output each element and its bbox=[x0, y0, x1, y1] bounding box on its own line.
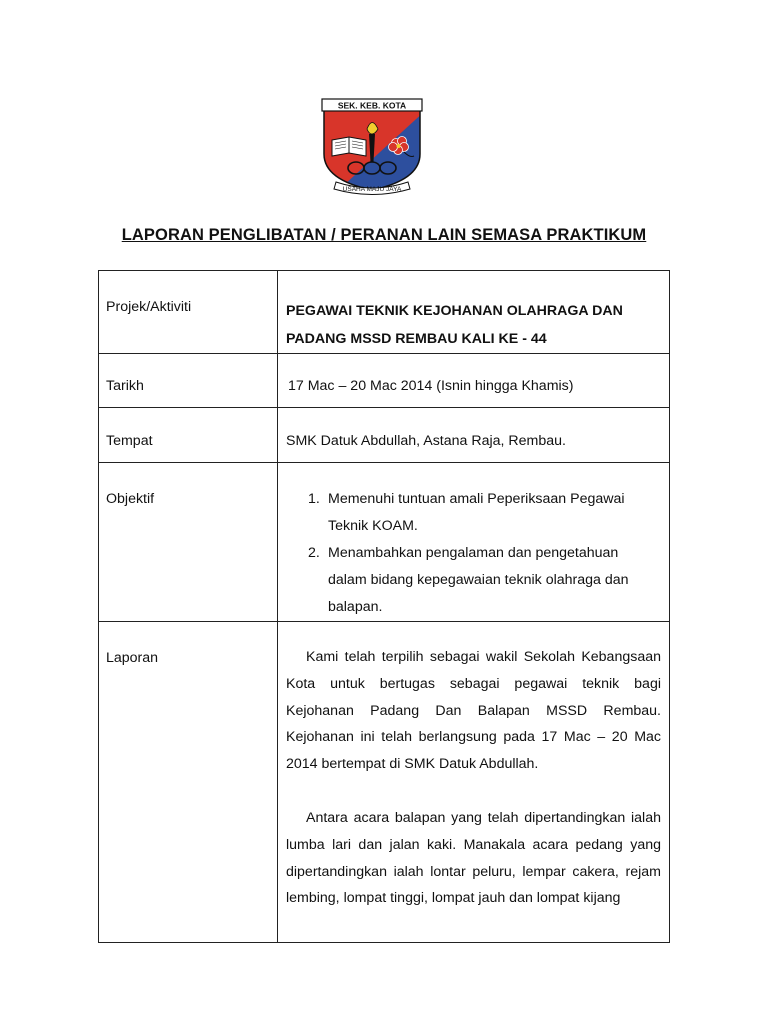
value-cell bbox=[278, 463, 670, 622]
table-row-tarikh bbox=[99, 354, 670, 408]
crest-motto-text: USAHA MAJU JAYA bbox=[342, 186, 402, 193]
list-item-text: Memenuhi tuntuan amali Peperiksaan Pegawai Teknik KOAM. bbox=[328, 491, 625, 534]
value-cell bbox=[278, 408, 670, 463]
table-row-laporan bbox=[99, 622, 670, 943]
crest-top-text: SEK. KEB. KOTA bbox=[337, 100, 407, 111]
label-cell bbox=[99, 463, 278, 622]
tarikh-label: Tarikh bbox=[106, 378, 144, 394]
table-row-projek bbox=[99, 271, 670, 354]
page-title: LAPORAN PENGLIBATAN / PERANAN LAIN SEMASA PRAKTIKUM bbox=[121, 226, 647, 244]
laporan-paragraph: Kami telah terpilih sebagai wakil Sekolah Kebangsaan Kota untuk bertugas sebagai pegawai teknik bagi Kejohanan Padang Dan Balapan MSSD Rembau. Kejohanan ini telah berlangsung pada 17 Mac – 20 Mac 2014 bertempat di SMK Datuk Abdullah. bbox=[286, 649, 661, 773]
tempat-label: Tempat bbox=[106, 433, 153, 449]
list-item-text: Menambahkan pengalaman dan pengetahuan dalam bidang kepegawaian teknik olahraga dan balapan. bbox=[328, 545, 629, 615]
school-crest bbox=[318, 96, 426, 196]
laporan-label: Laporan bbox=[106, 650, 159, 666]
projek-value: PEGAWAI TEKNIK KEJOHANAN OLAHRAGA DAN PADANG MSSD REMBAU KALI KE - 44 bbox=[286, 303, 623, 347]
table-row-objektif bbox=[99, 463, 670, 622]
list-item bbox=[286, 486, 663, 540]
list-item-number: 1. bbox=[308, 491, 320, 507]
label-cell bbox=[99, 271, 278, 354]
table-row-tempat bbox=[99, 408, 670, 463]
list-item bbox=[286, 540, 663, 621]
report-table bbox=[98, 270, 670, 943]
objektif-list bbox=[286, 463, 663, 621]
list-item-number: 2. bbox=[308, 545, 320, 561]
book-icon bbox=[332, 137, 366, 156]
projek-label: Projek/Aktiviti bbox=[106, 299, 192, 315]
crest-emblem bbox=[318, 96, 426, 196]
label-cell bbox=[99, 354, 278, 408]
label-cell bbox=[99, 622, 278, 943]
tarikh-value: 17 Mac – 20 Mac 2014 (Isnin hingga Khamis) bbox=[288, 378, 574, 394]
objektif-label: Objektif bbox=[106, 491, 155, 507]
tempat-value: SMK Datuk Abdullah, Astana Raja, Rembau. bbox=[286, 433, 566, 449]
laporan-paragraph: Antara acara balapan yang telah dipertandingkan ialah lumba lari dan jalan kaki. Manakala acara pedang yang dipertandingkan ialah lontar peluru, lempar cakera, rejam lembing, lompat tinggi, lompat jauh dan lompat kijang bbox=[286, 809, 661, 907]
value-cell bbox=[278, 622, 670, 943]
label-cell bbox=[99, 408, 278, 463]
value-cell bbox=[278, 354, 670, 408]
value-cell bbox=[278, 271, 670, 354]
